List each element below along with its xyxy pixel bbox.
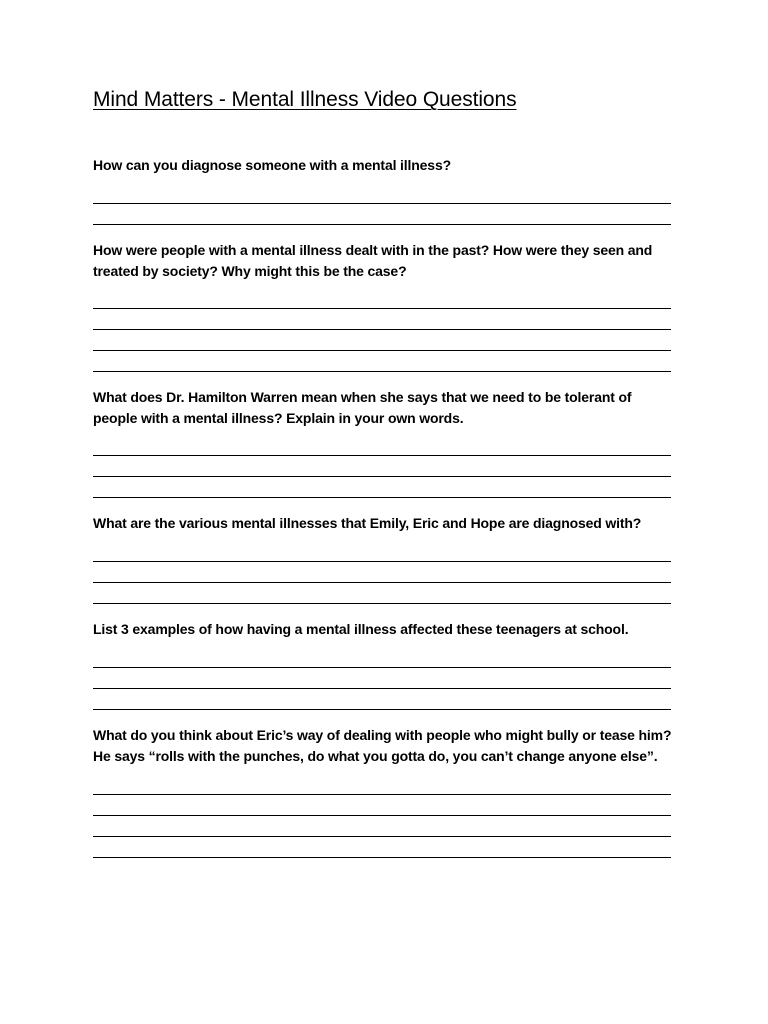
answer-line[interactable] [93, 203, 671, 204]
answer-line[interactable] [93, 857, 671, 858]
question-5: List 3 examples of how having a mental illness affected these teenagers at school. [93, 621, 629, 637]
question-6: What do you think about Eric’s way of dealing with people who might bully or tease him? He says “rolls with the punches, do what you gotta do, you can’t change anyone else”. [93, 727, 672, 764]
answer-line[interactable] [93, 836, 671, 837]
answer-line[interactable] [93, 455, 671, 456]
answer-line[interactable] [93, 794, 671, 795]
answer-line[interactable] [93, 329, 671, 330]
answer-line[interactable] [93, 709, 671, 710]
answer-line[interactable] [93, 497, 671, 498]
answer-line[interactable] [93, 476, 671, 477]
answer-line[interactable] [93, 603, 671, 604]
question-2: How were people with a mental illness dealt with in the past? How were they seen and treated by society? Why might this be the case? [93, 242, 653, 279]
answer-line[interactable] [93, 667, 671, 668]
answer-line[interactable] [93, 582, 671, 583]
answer-line[interactable] [93, 815, 671, 816]
answer-line[interactable] [93, 308, 671, 309]
question-3: What does Dr. Hamilton Warren mean when she says that we need to be tolerant of people with a mental illness? Explain in your own words. [93, 389, 632, 426]
question-1: How can you diagnose someone with a mental illness? [93, 157, 451, 173]
answer-line[interactable] [93, 350, 671, 351]
answer-line[interactable] [93, 688, 671, 689]
answer-line[interactable] [93, 224, 671, 225]
question-4: What are the various mental illnesses that Emily, Eric and Hope are diagnosed with? [93, 515, 642, 531]
answer-line[interactable] [93, 371, 671, 372]
page-title: Mind Matters - Mental Illness Video Questions [93, 88, 517, 111]
answer-line[interactable] [93, 561, 671, 562]
